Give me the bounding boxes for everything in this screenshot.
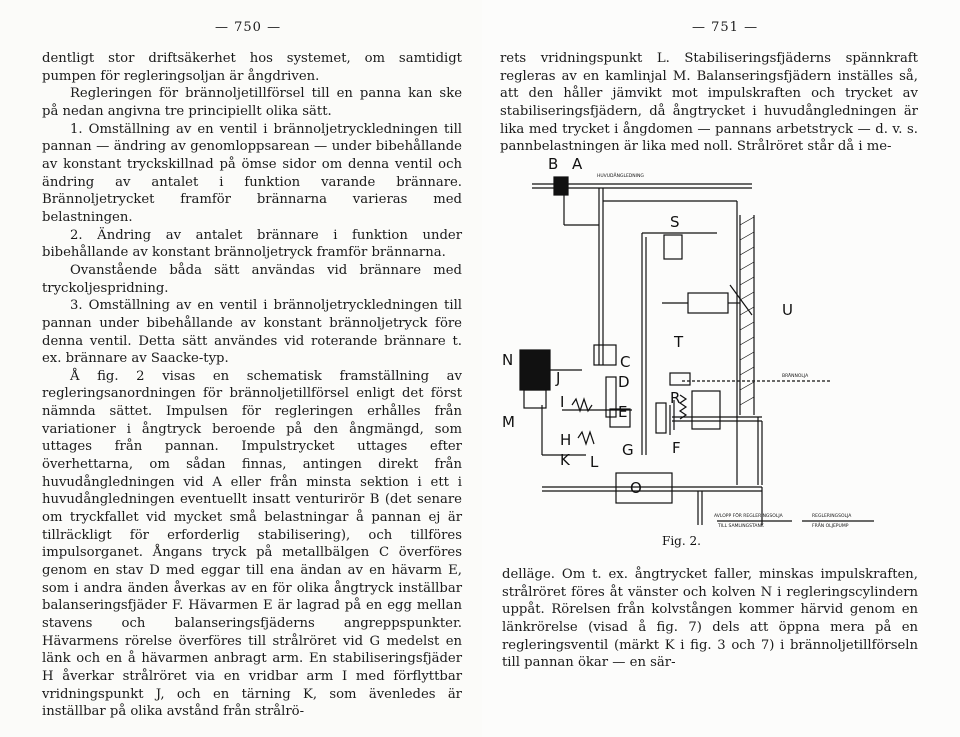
- label-h: H: [560, 431, 572, 449]
- label-i: I: [560, 393, 565, 411]
- cylinder-n: [520, 350, 550, 390]
- paragraph: 3. Omställning av en ventil i brännoljetryckledningen till pannan under bibehållande av konstant brännoljetryck före denna ventil. Detta sätt användes vid roterande brännare t. ex. brännare av Saacke-typ.: [42, 298, 462, 367]
- paragraph: delläge. Om t. ex. ångtrycket faller, minskas impulskraften, strålröret föres åt vänster och kolven N i regleringscylindern uppåt. Rörelsen från kolvstången kommer härvid genom en länkrörelse (visad å fig. 7) dels att öppna mera på en regleringsventil (märkt K i fig. 3 och 7) i brännoljetillförseln till pannan ökar — en sär-: [502, 567, 918, 671]
- paragraph: rets vridningspunkt L. Stabiliseringsfjäderns spännkraft regleras av en kamlinjal M. Balanseringsfjädern inställes så, att den håller jämvikt mot impulskraften och trycket av stabiliseringsfjädern, då ångtrycket i huvudångledningen är lika med trycket i ångdomen — pannans arbetstryck — d. v. s. pannbelastningen är lika med noll. Strålröret står då i me-: [500, 51, 918, 155]
- bellows-c: [594, 345, 616, 365]
- paragraph: 1. Omställning av en ventil i brännoljetryckledningen till pannan — ändring av genomloppsarean — under bibehållande av konstant tryckskillnad på ömse sidor om denna ventil och ändring av antalet i funktion varande brännare. Brännoljetrycket framför brännarna varieras med belastningen.: [42, 121, 462, 225]
- label-d: D: [618, 373, 630, 391]
- label-l: L: [590, 453, 599, 471]
- burner-body: [688, 293, 728, 313]
- schematic-diagram: [502, 155, 922, 550]
- paragraph: 2. Ändring av antalet brännare i funktion under bibehållande av konstant brännoljetryck framför brännarna.: [42, 227, 462, 261]
- label-u: U: [782, 301, 793, 319]
- figure-regulation-schematic: [502, 155, 922, 550]
- label-n: N: [502, 351, 514, 369]
- paragraph: Regleringen för brännoljetillförsel till en panna kan ske på nedan angivna tre principiellt olika sätt.: [42, 86, 462, 119]
- right-text-top: [500, 50, 918, 156]
- label-return-oil: AVLOPP FÖR REGLERINGSOLJA: [714, 514, 783, 519]
- right-text-bottom: [502, 566, 918, 672]
- label-main-steam: HUVUDÅNGLEDNING: [597, 174, 644, 179]
- label-j: J: [556, 369, 561, 387]
- label-g: G: [622, 441, 634, 459]
- paragraph: dentligt stor driftsäkerhet hos systemet, om samtidigt pumpen för regleringsoljan är ångdriven.: [42, 51, 462, 84]
- label-a: A: [572, 155, 583, 173]
- box-s: [664, 235, 682, 259]
- paragraph: Ovanstående båda sätt användas vid brännare med tryckoljespridning.: [42, 262, 462, 296]
- label-e: E: [618, 403, 628, 421]
- label-m: M: [502, 413, 515, 431]
- page-number: — 751 —: [692, 20, 759, 35]
- label-f: F: [672, 439, 681, 457]
- label-return-oil-sub: TILL SAMLINGSTANK: [718, 524, 764, 529]
- label-b: B: [548, 155, 559, 173]
- venturi-b: [554, 177, 568, 195]
- label-s: S: [670, 213, 680, 231]
- label-r: R: [670, 389, 681, 407]
- label-k: K: [560, 451, 570, 469]
- label-burner-oil: BRÄNNOLJA: [782, 374, 809, 379]
- label-t: T: [674, 333, 684, 351]
- label-supply-oil: REGLERINGSOLJA: [812, 514, 852, 519]
- paragraph: Å fig. 2 visas en schematisk framställning av regleringsanordningen för brännoljetillförsel enligt det först nämnda sättet. Impulsen för regleringen erhålles från variationer i ångtryck beroende på den ångmängd, som uttages från pannan. Impulstrycket uttages efter överhettarna, om sådan finnas, antingen direkt från huvudångledningen vid A eller från minsta sektion i ett i huvudångledningen eventuellt insatt venturirör B (det senare om tryckfallet vid mycket små belastningar å pannan ej är tillräckligt för erforderlig stabilisering), och tillföres impulsorganet. Ångans tryck på metallbälgen C överföres genom en stav D med eggar till ena ändan av en hävarm E, som i andra änden åverkas av en för olika ångtryck inställbar balanseringsfjäder F. Hävarmen E är lagrad på en egg mellan stavens och balanseringsfjäderns angreppspunkter. Hävarmens rörelse överföres till strålröret vid G medelst en länk och en å hävarmen anbragt arm. En stabiliseringsfjäder H åverkar strålröret via en vridbar arm I med förflyttbar vridningspunkt J, och en tärning K, som ävenledes är inställbar på olika avstånd från strålrö-: [42, 368, 462, 720]
- label-c: C: [620, 353, 631, 371]
- page-number: — 750 —: [215, 20, 282, 35]
- label-o: O: [630, 479, 642, 497]
- figure-caption: Fig. 2.: [662, 534, 701, 548]
- label-supply-oil-sub: FRÅN OLJEPUMP: [812, 524, 849, 529]
- valve-r: [670, 373, 690, 385]
- box-o: [616, 473, 672, 503]
- right-page: [482, 0, 960, 737]
- spring-f-housing: [692, 391, 720, 429]
- left-text-column: [42, 50, 462, 721]
